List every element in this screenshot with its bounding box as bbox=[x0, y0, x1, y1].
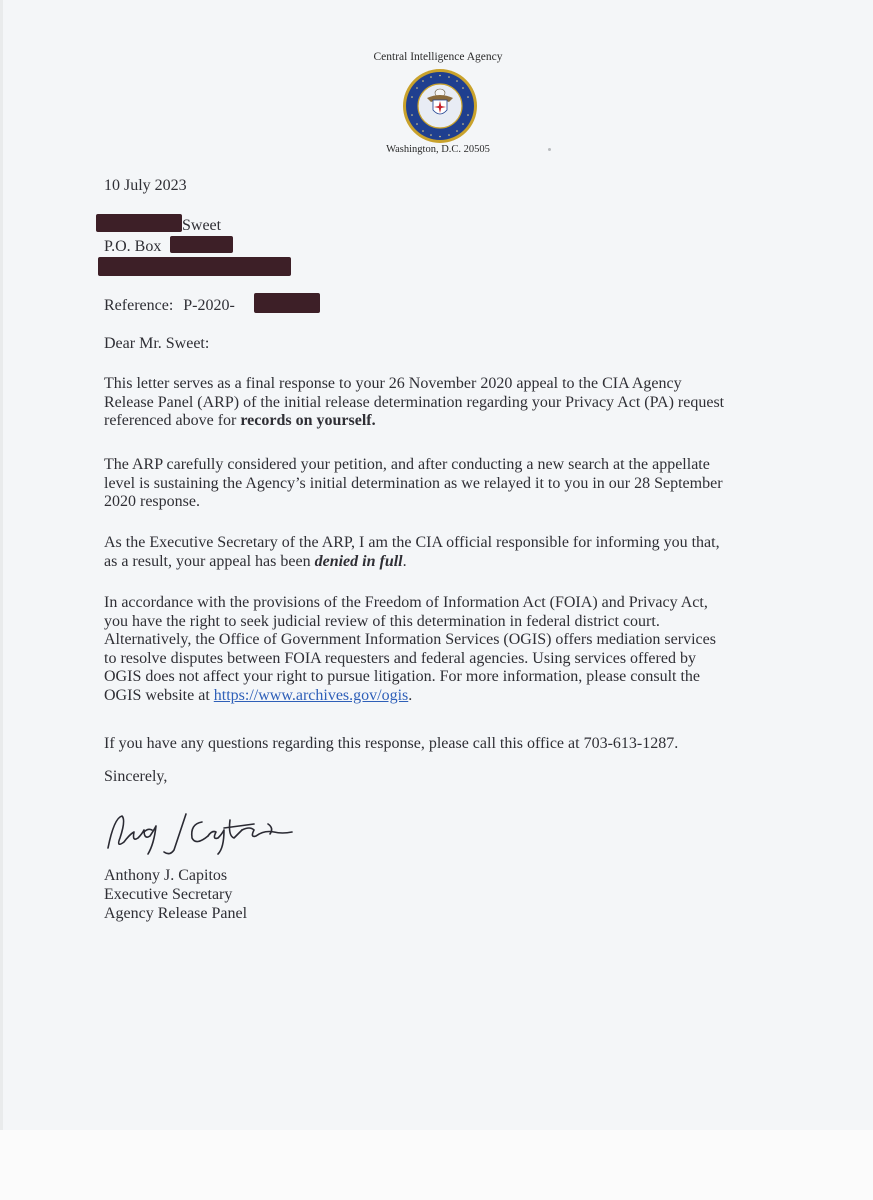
redaction-recipient-first-name bbox=[96, 214, 182, 232]
p2-line-2: level is sustaining the Agency’s initial determination as we relayed it to you in our 28 September bbox=[104, 474, 723, 492]
p4-line-1: In accordance with the provisions of the Freedom of Information Act (FOIA) and Privacy Act, bbox=[104, 594, 708, 611]
p1-line-3 bbox=[104, 412, 764, 431]
p3-line-1: As the Executive Secretary of the ARP, I am the CIA official responsible for informing you that, bbox=[104, 534, 720, 551]
redaction-reference-number bbox=[254, 293, 320, 313]
scan-speck bbox=[548, 148, 551, 151]
closing: Sincerely, bbox=[104, 768, 168, 785]
paragraph-denial bbox=[104, 534, 764, 571]
redaction-recipient-address bbox=[98, 257, 291, 276]
p2-line-1: The ARP carefully considered your petition, and after conducting a new search at the appellate bbox=[104, 456, 710, 473]
p1-line-3-text: referenced above for bbox=[104, 412, 241, 429]
scan-bottom-margin bbox=[0, 1130, 873, 1200]
p4-line-6-text: OGIS website at bbox=[104, 686, 214, 704]
p3-line-2 bbox=[104, 553, 764, 572]
p4-line-2: you have the right to seek judicial review of this determination in federal district court. bbox=[104, 612, 660, 630]
letterhead-address: Washington, D.C. 20505 bbox=[386, 144, 490, 155]
cia-seal-icon bbox=[402, 68, 478, 144]
p1-line-2: Release Panel (ARP) of the initial release determination regarding your Privacy Act (PA) request bbox=[104, 393, 725, 411]
reference-number-prefix: P-2020- bbox=[183, 297, 235, 314]
recipient-surname: Sweet bbox=[182, 217, 222, 234]
reference-label bbox=[104, 296, 235, 315]
signature-block bbox=[104, 866, 247, 923]
signer-name: Anthony J. Capitos bbox=[104, 867, 228, 884]
letter-date: 10 July 2023 bbox=[104, 177, 187, 194]
denied-in-full-emphasis: denied in full bbox=[314, 552, 403, 570]
signer-title: Executive Secretary bbox=[104, 886, 233, 903]
p1-line-1: This letter serves as a final response to your 26 November 2020 appeal to the CIA Agency bbox=[104, 375, 682, 392]
ogis-website-link[interactable]: https://www.archives.gov/ogis bbox=[213, 686, 409, 704]
redaction-po-box-number bbox=[170, 236, 233, 253]
paragraph-final-response bbox=[104, 375, 764, 431]
paragraph-rights bbox=[104, 594, 764, 705]
p4-line-4: to resolve disputes between FOIA requesters and federal agencies. Using services offered by bbox=[104, 649, 696, 667]
scan-edge bbox=[0, 0, 3, 1130]
salutation: Dear Mr. Sweet: bbox=[104, 335, 210, 352]
records-on-yourself-emphasis: records on yourself. bbox=[240, 412, 376, 429]
signer-organization: Agency Release Panel bbox=[104, 905, 248, 922]
p3-line-2-period: . bbox=[402, 552, 407, 570]
recipient-po-box-label: P.O. Box bbox=[104, 238, 162, 255]
p2-line-3: 2020 response. bbox=[104, 493, 200, 510]
letterhead-agency: Central Intelligence Agency bbox=[373, 51, 503, 63]
p4-line-6 bbox=[104, 687, 764, 706]
paragraph-contact: If you have any questions regarding this response, please call this office at 703-613-1287. bbox=[104, 735, 679, 752]
reference-label-text: Reference: bbox=[104, 297, 174, 314]
handwritten-signature bbox=[104, 808, 300, 858]
p4-line-3: Alternatively, the Office of Government Information Services (OGIS) offers mediation services bbox=[104, 631, 716, 648]
p4-line-5: OGIS does not affect your right to pursue litigation. For more information, please consult the bbox=[104, 668, 701, 685]
p3-line-2-text: as a result, your appeal has been bbox=[104, 552, 315, 570]
p4-line-6-period: . bbox=[408, 686, 413, 704]
paragraph-arp-review bbox=[104, 456, 764, 512]
